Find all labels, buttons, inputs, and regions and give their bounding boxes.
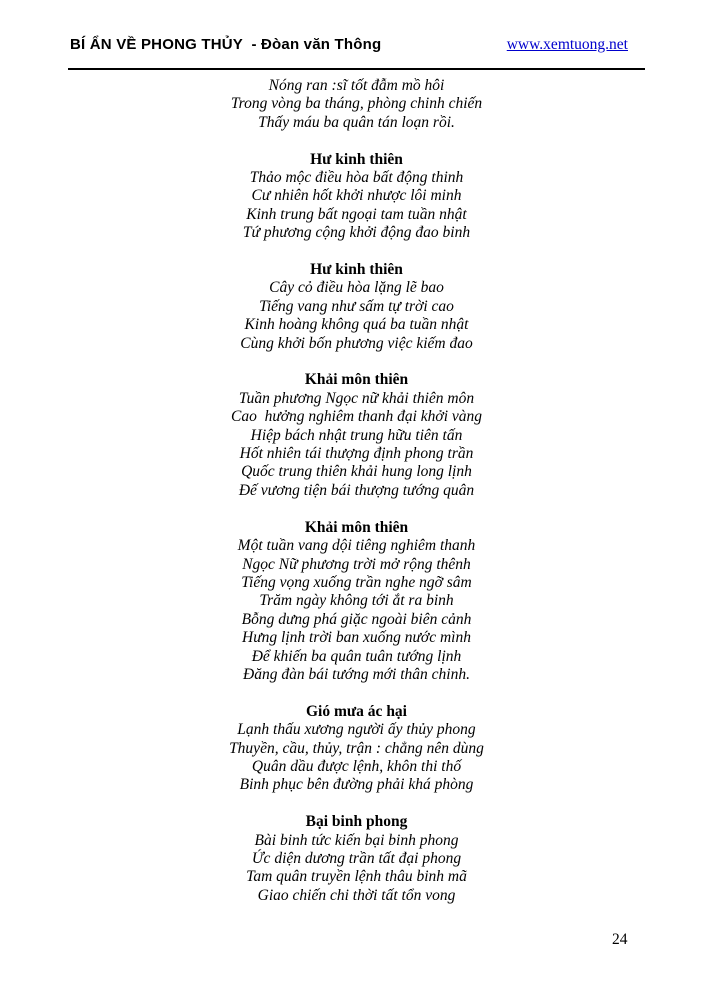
poem-line: Tứ phương cộng khởi động đao binh xyxy=(242,224,471,242)
poem-line: Hưng lịnh trời ban xuống nước mình xyxy=(242,629,471,647)
poem-line: Ngọc Nữ phương trời mở rộng thênh xyxy=(242,555,471,573)
stanza-heading: Hư kinh thiên xyxy=(310,261,403,279)
poem-line: Thấy máu ba quân tán loạn rồi. xyxy=(258,113,455,131)
poem-line: Trong vòng ba tháng, phòng chinh chiến xyxy=(230,95,483,113)
stanza xyxy=(68,519,645,685)
poem-line: Cư nhiên hốt khởi nhược lôi minh xyxy=(251,187,462,205)
stanza-heading: Khải môn thiên xyxy=(304,518,409,536)
poem-line: Để khiến ba quân tuân tướng lịnh xyxy=(251,647,462,665)
poem-line: Đế vương tiện bái thượng tướng quân xyxy=(238,481,475,499)
poem-line: Trăm ngày không tới ắt ra binh xyxy=(259,592,454,610)
poem-line: Nóng ran :sĩ tốt đẫm mồ hôi xyxy=(268,77,445,94)
poem-line: Binh phục bên đường phải khá phòng xyxy=(239,776,474,794)
header-divider-line xyxy=(68,68,645,70)
stanza xyxy=(68,77,645,132)
stanza xyxy=(68,261,645,353)
poem-line: Bỗng dưng phá giặc ngoài biên cảnh xyxy=(241,610,472,628)
stanza-heading: Khải môn thiên xyxy=(304,371,409,389)
poem-line: Thuyền, cầu, thủy, trận : chẳng nên dùng xyxy=(229,739,484,757)
poem-line: Thảo mộc điều hòa bất động thinh xyxy=(249,169,464,187)
poem-line: Ức diện dương trần tất đại phong xyxy=(251,849,462,867)
poem-line: Tam quân truyền lệnh thâu binh mã xyxy=(246,868,467,886)
stanza-heading: Hư kinh thiên xyxy=(310,150,403,168)
poem-line: Quốc trung thiên khải hung long lịnh xyxy=(241,463,472,481)
poem-line: Kinh trung bất ngoại tam tuần nhật xyxy=(246,205,467,223)
stanza-heading: Bại binh phong xyxy=(305,813,408,831)
poem-line: Quân dầu được lệnh, khôn thi thố xyxy=(251,757,462,775)
poem-line: Cùng khởi bốn phương việc kiếm đao xyxy=(240,334,473,352)
poem-line: Kinh hoàng không quá ba tuần nhật xyxy=(244,316,469,334)
stanza xyxy=(68,703,645,795)
stanza xyxy=(68,813,645,905)
poem-line: Một tuần vang dội tiêng nghiêm thanh xyxy=(237,537,476,555)
poem-line: Hiệp bách nhật trung hữu tiên tấn xyxy=(250,426,463,444)
poem-line: Cao hưởng nghiêm thanh đại khởi vàng xyxy=(230,408,483,426)
poem-line: Giao chiến chi thời tất tổn vong xyxy=(257,886,456,904)
poem-content xyxy=(68,77,645,924)
poem-line: Tiếng vang như sấm tự trời cao xyxy=(259,297,454,315)
poem-line: Tiếng vọng xuống trần nghe ngỡ sâm xyxy=(241,573,472,591)
website-link[interactable]: www.xemtuong.net xyxy=(506,36,628,53)
poem-line: Bài binh tức kiến bại binh phong xyxy=(254,831,459,849)
poem-line: Lạnh thấu xương người ấy thủy phong xyxy=(237,721,476,739)
poem-line: Tuần phương Ngọc nữ khải thiên môn xyxy=(238,389,475,407)
document-title: BÍ ẨN VỀ PHONG THỦY - Đòan văn Thông xyxy=(70,36,382,53)
stanza-heading: Gió mưa ác hại xyxy=(305,702,407,720)
stanza xyxy=(68,371,645,500)
poem-line: Cây cỏ điều hòa lặng lẽ bao xyxy=(269,279,444,297)
poem-line: Hốt nhiên tái thượng định phong trần xyxy=(239,445,474,463)
stanza xyxy=(68,151,645,243)
page-number: 24 xyxy=(612,931,628,948)
poem-line: Đăng đàn bái tướng mới thân chinh. xyxy=(243,665,470,683)
page-header xyxy=(70,36,628,54)
